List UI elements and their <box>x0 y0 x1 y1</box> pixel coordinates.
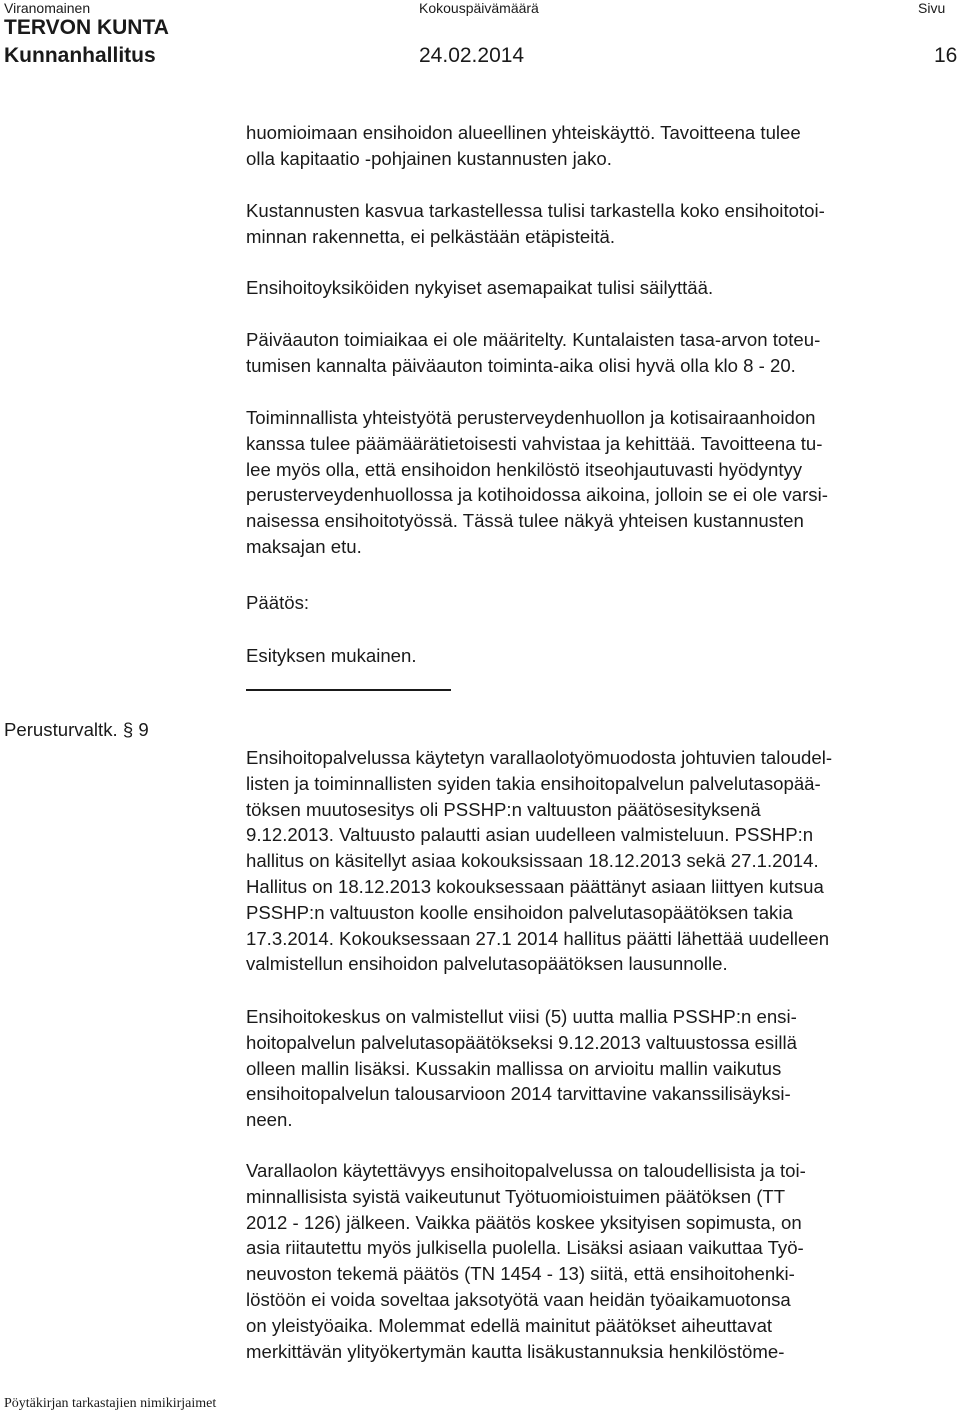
page-number: 16 <box>934 44 958 67</box>
text-line: Ensihoitokeskus on valmistellut viisi (5) uutta mallia PSSHP:n ensi- <box>246 1006 797 1027</box>
header-label-date: Kokouspäivämäärä <box>419 0 539 16</box>
text-line: 17.3.2014. Kokouksessaan 27.1 2014 hallitus päätti lähettää uudelleen <box>246 927 830 949</box>
text-line: ensihoitopalvelun talousarvioon 2014 tarvittavine vakanssilisäyksi- <box>246 1083 791 1105</box>
text-line: Hallitus on 18.12.2013 kokouksessaan päättänyt asiaan liittyen kutsua <box>246 875 824 897</box>
text-line: olleen mallin lisäksi. Kussakin mallissa on arvioitu mallin vaikutus <box>246 1057 782 1079</box>
meeting-date: 24.02.2014 <box>419 44 525 67</box>
header-label-authority: Viranomainen <box>4 0 91 16</box>
text-line: maksajan etu. <box>246 535 362 557</box>
text-line: naisessa ensihoitotyössä. Tässä tulee näkyä yhteisen kustannusten <box>246 510 804 532</box>
paragraph-day-ambulance <box>246 327 820 379</box>
text-line: Toiminnallista yhteistyötä perusterveydenhuollon ja kotisairaanhoidon <box>246 407 816 428</box>
decision-heading <box>246 590 309 616</box>
paragraph-cooperation <box>246 405 828 560</box>
text-line: lee myös olla, että ensihoidon henkilöstö itseohjautuvasti hyödyntyy <box>246 458 803 480</box>
text-line: Ensihoitopalvelussa käytetyn varallaolotyömuodosta johtuvien taloudel- <box>246 747 833 768</box>
header-label-page: Sivu <box>918 0 946 16</box>
text-line: Varallaolon käytettävyys ensihoitopalvelussa on taloudellisista ja toi- <box>246 1160 806 1181</box>
section-paragraph-models <box>246 1004 797 1133</box>
paragraph-station-locations <box>246 275 713 301</box>
text-line: Päiväauton toimiaikaa ei ole määritelty. Kuntalaisten tasa-arvon toteu- <box>246 329 821 350</box>
text-line: on yleistyöaika. Molemmat edellä mainitut päätökset aiheuttavat <box>246 1314 773 1336</box>
text-line: perusterveydenhuollossa ja kotihoidossa aikoina, jolloin se ei ole varsi- <box>246 484 828 506</box>
text-line: Esityksen mukainen. <box>246 645 417 666</box>
municipality-name: TERVON KUNTA <box>4 16 169 39</box>
section-paragraph-on-call <box>246 1158 806 1364</box>
text-line: olla kapitaatio -pohjainen kustannusten jako. <box>246 147 612 169</box>
text-line: 9.12.2013. Valtuusto palautti asian uudelleen valmisteluun. PSSHP:n <box>246 824 814 846</box>
section-divider <box>246 689 451 691</box>
text-line: tumisen kannalta päiväauton toiminta-aika olisi hyvä olla klo 8 - 20. <box>246 354 796 376</box>
text-line: asia riitautettu myös julkisella puolella. Lisäksi asiaan vaikuttaa Työ- <box>246 1237 804 1259</box>
text-line: minnallisista syistä vaikeutunut Työtuomioistuimen päätöksen (TT <box>246 1185 786 1207</box>
text-line: merkittävän ylityökertymän kautta lisäkustannuksia henkilöstöme- <box>246 1340 785 1362</box>
paragraph-cost-growth <box>246 198 825 250</box>
text-line: neuvoston tekemä päätös (TN 1454 - 13) siitä, että ensihoitohenki- <box>246 1263 795 1285</box>
paragraph-cost-sharing <box>246 120 801 172</box>
section-label-perusturvaltk: Perusturvaltk. § 9 <box>4 719 149 740</box>
text-line: töksen muutosesitys oli PSSHP:n valtuuston päätösesityksenä <box>246 798 761 820</box>
text-line: valmistellun ensihoidon palvelutasopäätöksen lausunnolle. <box>246 953 728 975</box>
text-line: Kustannusten kasvua tarkastellessa tulisi tarkastella koko ensihoitotoi- <box>246 200 825 221</box>
text-line: minnan rakennetta, ei pelkästään etäpisteitä. <box>246 225 616 247</box>
footer-initials-label: Pöytäkirjan tarkastajien nimikirjaimet <box>4 1396 217 1411</box>
text-line: Päätös: <box>246 592 310 613</box>
text-line: Ensihoitoyksiköiden nykyiset asemapaikat tulisi säilyttää. <box>246 277 714 298</box>
committee-name: Kunnanhallitus <box>4 44 156 67</box>
text-line: PSSHP:n valtuuston koolle ensihoidon palvelutasopäätöksen takia <box>246 901 793 923</box>
text-line: 2012 - 126) jälkeen. Vaikka päätös koskee yksityisen sopimusta, on <box>246 1211 802 1233</box>
decision-text <box>246 643 417 669</box>
text-line: huomioimaan ensihoidon alueellinen yhteiskäyttö. Tavoitteena tulee <box>246 122 801 143</box>
text-line: listen ja toiminnallisten syiden takia ensihoitopalvelun palvelutasopää- <box>246 772 821 794</box>
text-line: kanssa tulee päämäärätietoisesti vahvistaa ja kehittää. Tavoitteena tu- <box>246 432 823 454</box>
text-line: neen. <box>246 1109 293 1131</box>
section-paragraph-background <box>246 745 832 977</box>
text-line: hoitopalvelun palvelutasopäätökseksi 9.12.2013 valtuustossa esillä <box>246 1031 797 1053</box>
text-line: hallitus on käsitellyt asiaa kokouksissaan 18.12.2013 sekä 27.1.2014. <box>246 850 819 872</box>
text-line: löstöön ei voida soveltaa jaksotyötä vaan heidän työaikamuotonsa <box>246 1288 791 1310</box>
